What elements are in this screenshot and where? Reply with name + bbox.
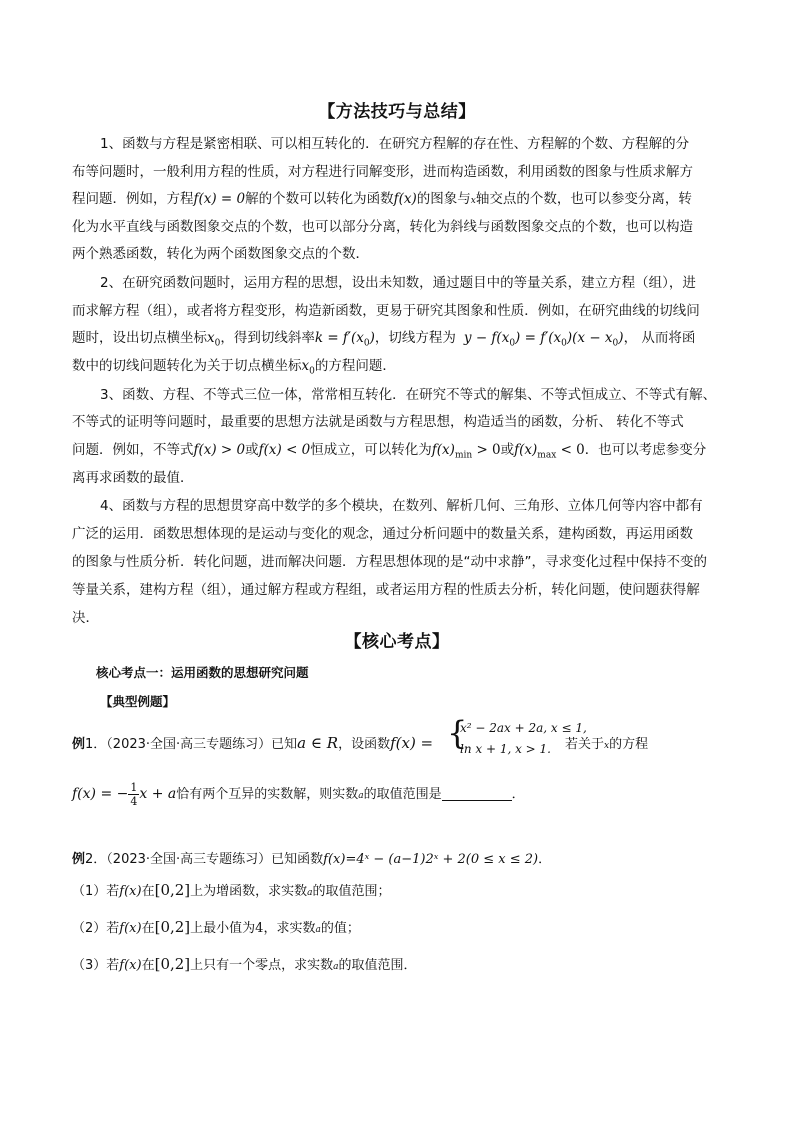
p4-line-5: 决．: [72, 610, 99, 626]
example-2-line-1: 例2．（2023·全国·高三专题练习）已知函数f(x)=4ˣ − (a−1)2ˣ + 2(0 ≤ x ≤ 2)．: [72, 852, 552, 867]
p4-line-1: 4、函数与方程的思想贯穿高中数学的多个模块，在数列、解析几何、三角形、立体几何等内容中都有: [100, 498, 703, 514]
example-1-line-1: 例1．（2023·全国·高三专题练习）已知a ∈ R，设函数f(x) =: [72, 734, 434, 752]
math-fx: f(x): [393, 191, 417, 207]
example-2-question-3: （3）若f(x)在[0,2]上只有一个零点，求实数a的取值范围．: [72, 955, 417, 973]
p2-line-1: 2、在研究函数问题时，运用方程的思想，设出未知数，通过题目中的等量关系，建立方程（组），进: [100, 275, 696, 291]
p3-line-2: 不等式的证明等问题时，最重要的思想方法就是函数与方程思想，构造适当的函数，分析、 转化不等式: [72, 414, 684, 430]
p4-line-3: 的图象与性质分析．转化问题，进而解决问题．方程思想体现的是“动中求静”，寻求变化过程中保持不变的: [72, 554, 707, 570]
p1-line-3: 程问题．例如，方程f(x) = 0解的个数可以转化为函数f(x)的图象与x轴交点的个数，也可以参变分离，转: [72, 191, 692, 207]
piecewise-case-1: x² − 2ax + 2a, x ≤ 1,: [460, 721, 587, 735]
example-2-question-1: （1）若f(x)在[0,2]上为增函数，求实数a的取值范围；: [72, 881, 391, 899]
p3-line-3: 问题．例如，不等式f(x) > 0或f(x) < 0恒成立，可以转化为$f(x)_{min} > 0$或$f(x)_{max} < 0$．也可以考虑参变分: [72, 442, 707, 461]
example-1-line-2: f(x) = − $\frac{1}{4}$ x + a恰有两个互异的实数解，则实数a的取值范围是 ．: [72, 781, 525, 808]
math-x: x: [470, 196, 476, 206]
p2-line-2: 而求解方程（组），或者将方程变形，构造新函数，更易于研究其图象和性质．例如，在研究曲线的切线问: [72, 303, 700, 319]
heading-method-summary: 【方法技巧与总结】: [318, 102, 476, 122]
typical-examples-label: 【典型例题】: [100, 694, 176, 709]
p1-line-4: 化为水平直线与函数图象交点的个数，也可以部分分离，转化为斜线与函数图象交点的个数，也可以构造: [72, 219, 693, 235]
piecewise-brace: {: [447, 714, 468, 752]
p4-line-2: 广泛的运用．函数思想体现的是运动与变化的观念，通过分析问题中的数量关系，建构函数，再运用函数: [72, 526, 693, 542]
p3-line-4: 离再求函数的最值．: [72, 470, 194, 486]
p2-line-4: 数中的切线问题转化为关于切点横坐标$x_0$的方程问题．: [72, 358, 396, 377]
p2-line-3: 题时，设出切点横坐标$x_0$，得到切线斜率$k = f'(x_0)$，切线方程为 $y - f(x_0) = f'(x_0)(x - x_0)$， 从而将函: [72, 330, 696, 349]
example-1-line-1-end: 若关于x的方程: [565, 737, 649, 752]
answer-blank: [442, 786, 512, 801]
fraction-one-quarter: $\frac{1}{4}$: [130, 781, 138, 808]
math-fx-eq0: f(x) = 0: [193, 191, 246, 207]
p1-line-1: 1、函数与方程是紧密相联、可以相互转化的．在研究方程解的存在性、方程解的个数、方程解的分: [100, 136, 690, 152]
p1-line-2: 布等问题时，一般利用方程的性质，对方程进行同解变形，进而构造函数，利用函数的图象与性质求解方: [72, 164, 693, 180]
p1-line-5: 两个熟悉函数，转化为两个函数图象交点的个数．: [72, 246, 369, 262]
piecewise-case-2: ln x + 1, x > 1.: [460, 742, 551, 756]
heading-core-points: 【核心考点】: [344, 632, 450, 652]
core-point-1: 核心考点一：运用函数的思想研究问题: [96, 665, 309, 680]
example-2-question-2: （2）若f(x)在[0,2]上最小值为4，求实数a的值；: [72, 918, 360, 936]
p3-line-1: 3、函数、方程、不等式三位一体，常常相互转化．在研究不等式的解集、不等式恒成立、不等式有解、: [100, 387, 717, 403]
p4-line-4: 等量关系，建构方程（组），通过解方程或方程组，或者运用方程的性质去分析，转化问题，使问题获得解: [72, 582, 700, 598]
